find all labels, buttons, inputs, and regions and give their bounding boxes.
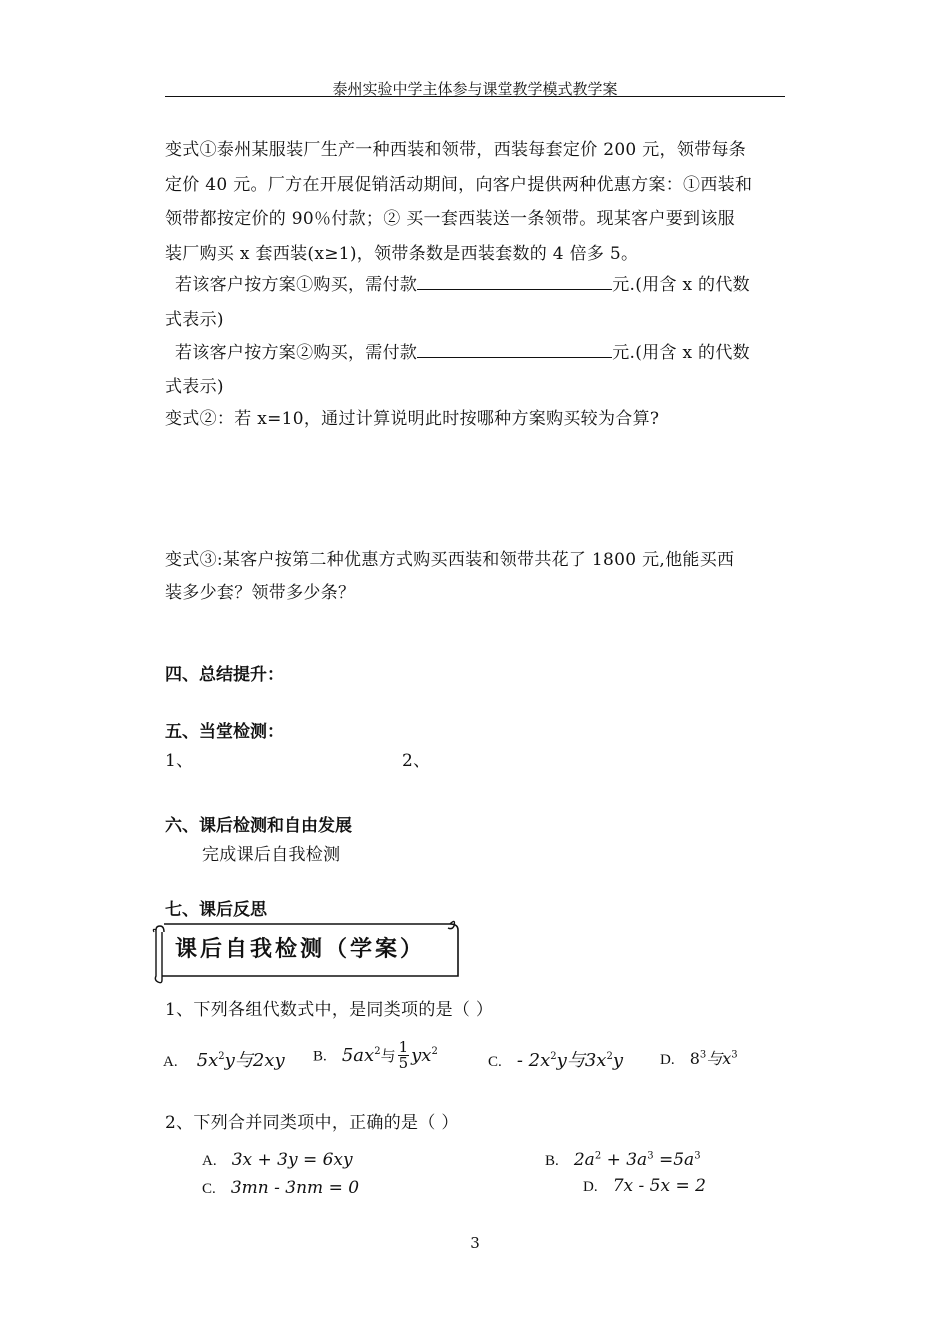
exponent: 3 bbox=[731, 1049, 738, 1061]
q2-option-c bbox=[202, 1178, 359, 1198]
variant1-question1-cont: 式表示) bbox=[165, 310, 224, 330]
q1-suffix: 元.(用含 x 的代数 bbox=[612, 275, 750, 295]
exponent: 3 bbox=[647, 1150, 654, 1162]
q2-b-term1: 2a bbox=[573, 1150, 595, 1170]
q2-option-d bbox=[583, 1176, 706, 1196]
page-number: 3 bbox=[470, 1234, 480, 1252]
q1-prefix: 若该客户按方案①购买，需付款 bbox=[175, 275, 418, 295]
variant1-question2 bbox=[175, 338, 750, 363]
exponent: 3 bbox=[694, 1150, 701, 1162]
q2-option-b-label: B. bbox=[545, 1153, 559, 1169]
q2-option-b bbox=[545, 1150, 701, 1170]
q2-b-term3: =5a bbox=[653, 1150, 695, 1170]
section-reflection-heading: 七、课后反思 bbox=[165, 900, 267, 920]
section-after-class-body: 完成课后自我检测 bbox=[202, 845, 341, 865]
q1-a-term2: y与2xy bbox=[224, 1050, 285, 1071]
q1-c-term3: y bbox=[612, 1050, 623, 1071]
q2-option-a-label: A. bbox=[202, 1153, 217, 1169]
variant2-text: 变式②：若 x=10，通过计算说明此时按哪种方案购买较为合算? bbox=[165, 409, 660, 429]
class-test-item-2: 2、 bbox=[402, 751, 431, 771]
q1-option-d-label: D. bbox=[660, 1052, 675, 1068]
self-test-banner-title: 课后自我检测（学案） bbox=[175, 937, 426, 962]
exponent: 2 bbox=[594, 1150, 602, 1162]
q1-c-term2: y与3x bbox=[556, 1050, 607, 1071]
q1-option-b-label: B. bbox=[313, 1048, 327, 1065]
fraction-numerator: 1 bbox=[398, 1038, 409, 1056]
variant1-question1 bbox=[175, 270, 750, 295]
q1-c-term1: - 2x bbox=[516, 1050, 551, 1071]
q2-option-a bbox=[202, 1150, 353, 1170]
variant3-line2: 装多少套？领带多少条？ bbox=[165, 583, 356, 603]
exponent: 3 bbox=[699, 1049, 707, 1061]
q1-a-term1: 5x bbox=[196, 1050, 219, 1071]
q1-option-b bbox=[313, 1040, 438, 1071]
class-test-item-1: 1、 bbox=[165, 751, 194, 771]
q2-option-a-expr: 3x + 3y = 6xy bbox=[231, 1150, 353, 1170]
answer-blank-1[interactable] bbox=[417, 275, 612, 290]
q2-option-d-label: D. bbox=[583, 1179, 598, 1195]
page-header-title: 泰州实验中学主体参与课堂教学模式教学案 bbox=[332, 80, 618, 98]
exponent: 2 bbox=[606, 1051, 613, 1062]
variant1-line4: 装厂购买 x 套西装(x≥1)，领带条数是西装套数的 4 倍多 5。 bbox=[165, 244, 639, 264]
q1-b-term1: 5ax bbox=[341, 1044, 375, 1066]
exponent: 2 bbox=[550, 1051, 557, 1062]
section-class-test-heading: 五、当堂检测： bbox=[165, 722, 284, 742]
fraction-denominator: 5 bbox=[398, 1054, 409, 1072]
q1-option-d bbox=[660, 1046, 738, 1069]
q2-option-d-expr: 7x - 5x = 2 bbox=[612, 1176, 706, 1196]
q2-prefix: 若该客户按方案②购买，需付款 bbox=[175, 343, 418, 363]
q1-b-term2: yx bbox=[411, 1044, 432, 1066]
q2-option-c-expr: 3mn - 3nm = 0 bbox=[230, 1178, 360, 1198]
header-divider bbox=[165, 96, 785, 97]
q2-b-term2: + 3a bbox=[601, 1150, 648, 1170]
fraction bbox=[398, 1040, 410, 1071]
q1-option-a bbox=[163, 1046, 285, 1072]
variant1-line1: 变式①泰州某服装厂生产一种西装和领带，西装每套定价 200 元，领带每条 bbox=[165, 140, 747, 160]
q1-d-term2: 与x bbox=[706, 1049, 732, 1068]
q2-option-c-label: C. bbox=[202, 1181, 216, 1197]
exponent: 2 bbox=[431, 1045, 438, 1057]
q2-suffix: 元.(用含 x 的代数 bbox=[612, 343, 750, 363]
q1-option-c-label: C. bbox=[488, 1054, 502, 1070]
variant1-line3: 领带都按定价的 90％付款；② 买一套西装送一条领带。现某客户要到该服 bbox=[165, 209, 735, 229]
q1-option-c bbox=[488, 1046, 623, 1072]
q1-d-term1: 8 bbox=[689, 1049, 700, 1068]
q1-stem: 1、下列各组代数式中，是同类项的是（ ） bbox=[165, 1000, 494, 1020]
section-summary-heading: 四、总结提升： bbox=[165, 665, 284, 685]
answer-blank-2[interactable] bbox=[417, 343, 612, 358]
q1-b-with: 与 bbox=[380, 1046, 396, 1065]
q1-option-a-label: A. bbox=[163, 1054, 178, 1070]
variant3-line1: 变式③:某客户按第二种优惠方式购买西装和领带共花了 1800 元,他能买西 bbox=[165, 550, 735, 570]
exponent: 2 bbox=[374, 1045, 381, 1057]
exponent: 2 bbox=[218, 1051, 225, 1062]
section-after-class-heading: 六、课后检测和自由发展 bbox=[165, 816, 352, 836]
variant1-line2: 定价 40 元。厂方在开展促销活动期间，向客户提供两种优惠方案：①西装和 bbox=[165, 175, 753, 195]
q2-stem: 2、下列合并同类项中，正确的是（ ） bbox=[165, 1113, 459, 1133]
variant1-question2-cont: 式表示) bbox=[165, 377, 224, 397]
